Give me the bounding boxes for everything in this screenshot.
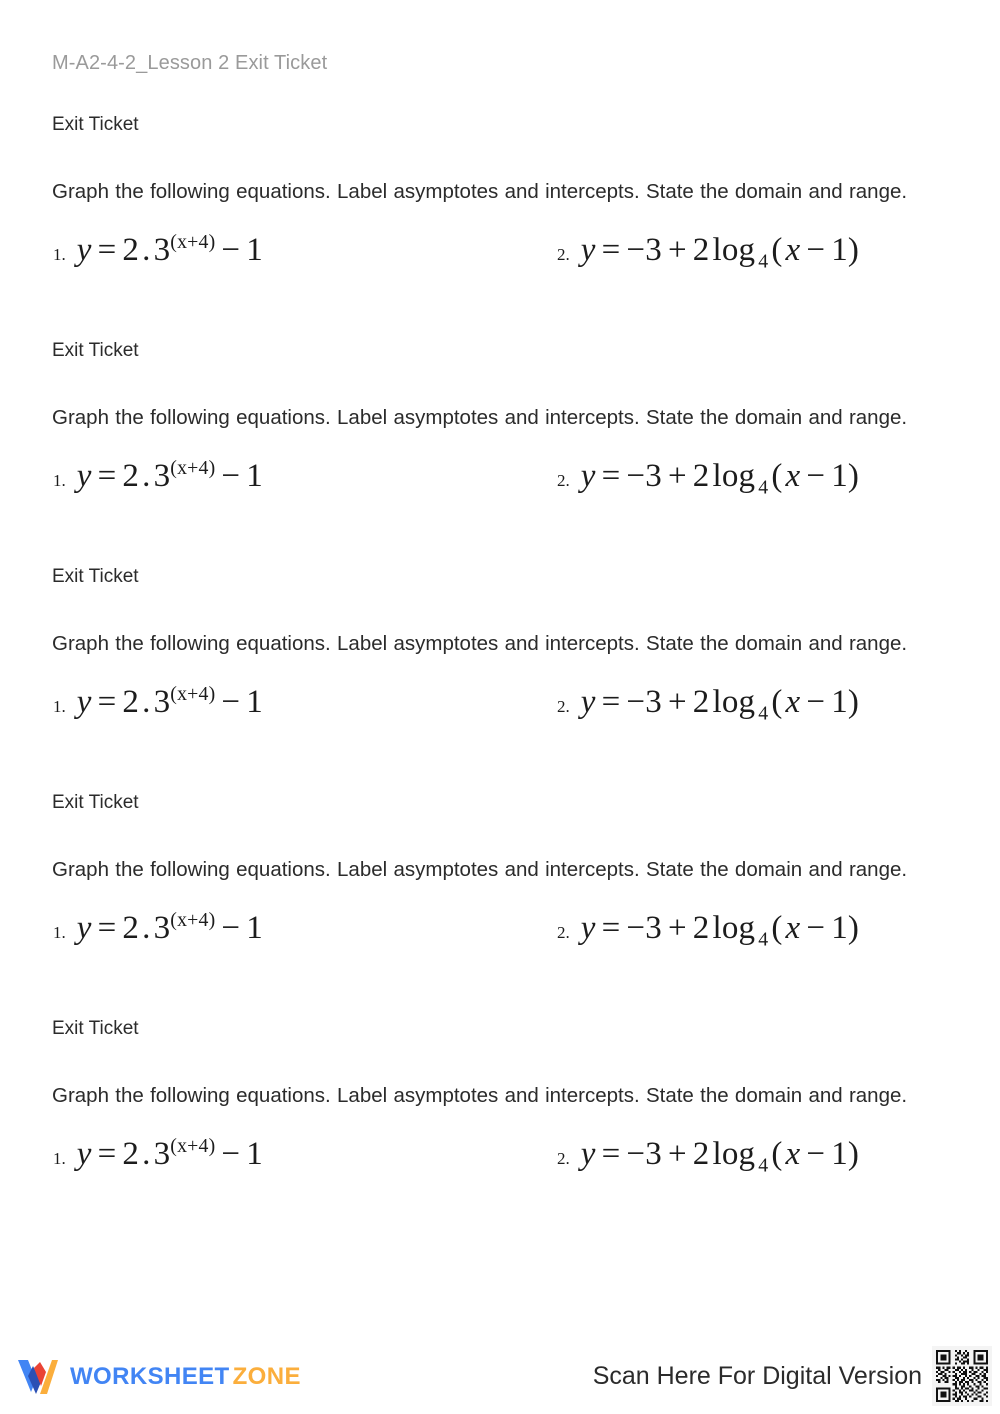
equation-marker: 1. [53,1149,66,1168]
scan-instruction-text: Scan Here For Digital Version [592,1361,922,1390]
equation-row [0,1135,1000,1198]
exit-ticket-section [0,1018,1000,1198]
equation-item-2 [557,232,860,273]
section-title: Exit Ticket [52,792,139,813]
equation-marker: 2. [557,245,570,264]
brand-wordmark-zone: ZONE [232,1363,301,1390]
equation-expression: $y = 2.3^{(x+4)} - 1$ [76,457,263,494]
equation-marker: 2. [557,1149,570,1168]
equation-expression: $y = 2.3^{(x+4)} - 1$ [76,1135,263,1172]
section-title: Exit Ticket [52,340,139,361]
exit-ticket-section [0,114,1000,294]
section-instructions: Graph the following equations. Label asymptotes and intercepts. State the domain and range. [52,857,908,881]
equation-expression: $y = 2.3^{(x+4)} - 1$ [76,683,263,720]
brand-wordmark [70,1363,301,1391]
document-header-title: M-A2-4-2_Lesson 2 Exit Ticket [52,52,328,74]
exit-ticket-section [0,792,1000,972]
equation-marker: 2. [557,697,570,716]
equation-expression: y = −3 + 2log $_4$(x − 1) [580,232,860,273]
equation-row [0,457,1000,520]
equation-row [0,683,1000,746]
equation-item-1 [53,231,263,268]
equation-item-1 [53,457,263,494]
equation-marker: 1. [53,697,66,716]
brand-wordmark-worksheet: WORKSHEET [70,1363,230,1390]
exit-ticket-section [0,566,1000,746]
section-instructions: Graph the following equations. Label asymptotes and intercepts. State the domain and range. [52,1083,908,1107]
equation-expression: y = −3 + 2log $_4$(x − 1) [580,1136,860,1177]
equation-expression: y = −3 + 2log $_4$(x − 1) [580,910,860,951]
equation-marker: 2. [557,923,570,942]
equation-item-1 [53,909,263,946]
section-instructions: Graph the following equations. Label asymptotes and intercepts. State the domain and range. [52,631,908,655]
section-instructions: Graph the following equations. Label asymptotes and intercepts. State the domain and range. [52,405,908,429]
equation-marker: 1. [53,923,66,942]
scan-digital-version[interactable] [593,1346,992,1406]
equation-item-1 [53,1135,263,1172]
page-footer [0,1340,1000,1414]
equation-marker: 1. [53,471,66,490]
brand-logo[interactable] [14,1356,301,1398]
equation-row [0,231,1000,294]
equation-marker: 1. [53,245,66,264]
equation-item-2 [557,684,860,725]
equation-item-2 [557,458,860,499]
exit-ticket-section [0,340,1000,520]
exit-ticket-sections [0,114,1000,1244]
qr-code-icon[interactable] [932,1346,992,1406]
section-instructions: Graph the following equations. Label asymptotes and intercepts. State the domain and range. [52,179,908,203]
equation-marker: 2. [557,471,570,490]
section-title: Exit Ticket [52,1018,139,1039]
equation-expression: $y = 2.3^{(x+4)} - 1$ [76,909,263,946]
equation-row [0,909,1000,972]
equation-item-1 [53,683,263,720]
section-title: Exit Ticket [52,566,139,587]
equation-item-2 [557,910,860,951]
worksheet-zone-logo-icon [14,1356,60,1398]
equation-expression: y = −3 + 2log $_4$(x − 1) [580,458,860,499]
equation-expression: $y = 2.3^{(x+4)} - 1$ [76,231,263,268]
section-title: Exit Ticket [52,114,139,135]
equation-item-2 [557,1136,860,1177]
equation-expression: y = −3 + 2log $_4$(x − 1) [580,684,860,725]
